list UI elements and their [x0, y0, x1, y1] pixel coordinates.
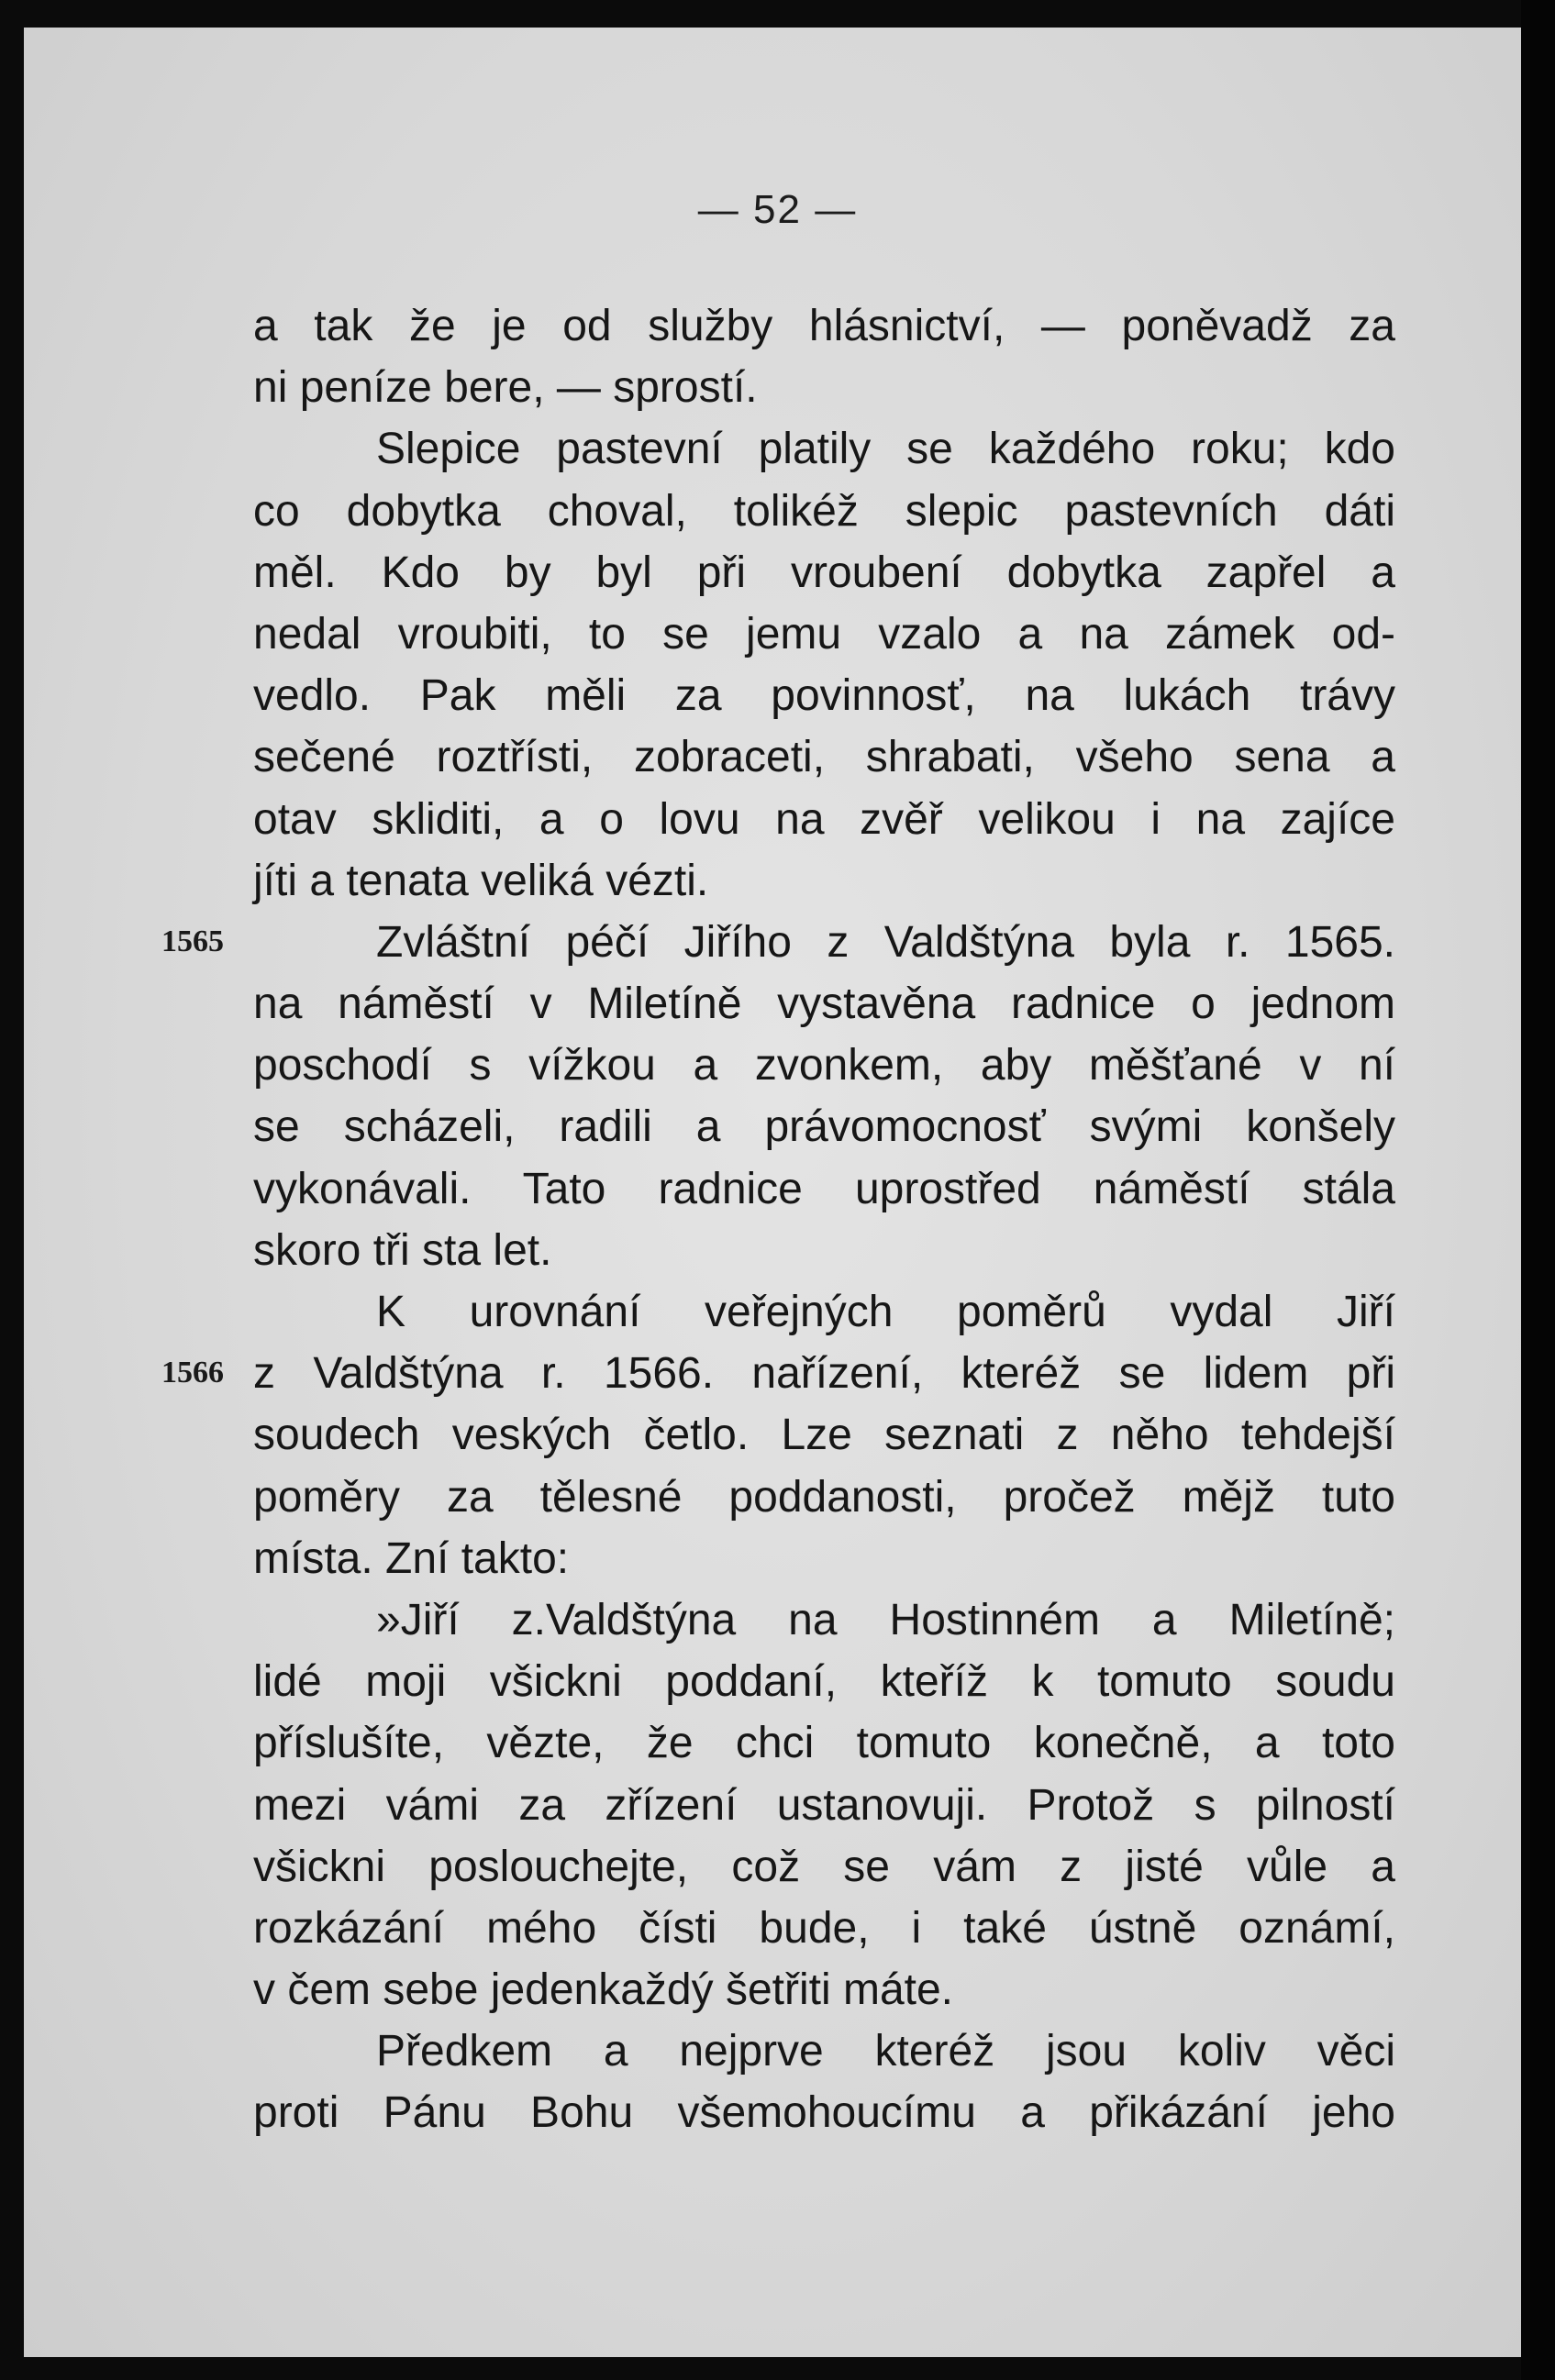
- text-line: lidé moji všickni poddaní, kteříž k tomuto soudu: [253, 1657, 1395, 1707]
- text-line: všickni poslouchejte, což se vám z jisté vůle a: [253, 1842, 1395, 1891]
- text-line: co dobytka choval, tolikéž slepic pastevních dáti: [253, 486, 1395, 536]
- text-line: vedlo. Pak měli za povinnosť, na lukách trávy: [253, 671, 1395, 721]
- text-line: skoro tři sta let.: [253, 1225, 552, 1275]
- body-text: [253, 295, 1395, 2144]
- text-line: Předkem a nejprve kteréž jsou koliv věci: [376, 2027, 1395, 2076]
- text-line: vykonávali. Tato radnice uprostřed náměstí stála: [253, 1164, 1395, 1213]
- text-line: soudech veských četlo. Lze seznati z něho tehdejší: [253, 1411, 1395, 1460]
- text-line: poměry za tělesné poddanosti, pročež mějž tuto: [253, 1472, 1395, 1522]
- text-line: otav skliditi, a o lovu na zvěř velikou i na zajíce: [253, 794, 1395, 844]
- text-line: K urovnání veřejných poměrů vydal Jiří: [376, 1288, 1395, 1336]
- text-line: Slepice pastevní platily se každého roku; kdo: [376, 425, 1395, 474]
- text-line: jíti a tenata veliká vézti.: [253, 856, 709, 905]
- text-line: z Valdštýna r. 1566. nařízení, kteréž se lidem při: [253, 1349, 1395, 1399]
- text-line: nedal vroubiti, to se jemu vzalo a na zámek od-: [253, 609, 1395, 659]
- text-line: proti Pánu Bohu všemohoucímu a přikázání jeho: [253, 2088, 1395, 2138]
- text-line: a tak že je od služby hlásnictví, — poněvadž za: [253, 302, 1395, 350]
- page-number: — 52 —: [697, 187, 858, 232]
- text-line: mezi vámi za zřízení ustanovuji. Protož s pilností: [253, 1780, 1395, 1830]
- text-line: Zvláštní péčí Jiřího z Valdštýna byla r. 1565.: [376, 917, 1395, 967]
- text-line: příslušíte, vězte, že chci tomuto konečně, a toto: [253, 1719, 1395, 1768]
- text-line: na náměstí v Miletíně vystavěna radnice o jednom: [253, 980, 1395, 1029]
- text-line: místa. Zní takto:: [253, 1533, 570, 1583]
- text-line: ni peníze bere, — sprostí.: [253, 363, 758, 413]
- margin-year-note: 1566: [161, 1356, 224, 1390]
- text-line: v čem sebe jedenkaždý šetřiti máte.: [253, 1965, 954, 2015]
- text-line: měl. Kdo by byl při vroubení dobytka zapřel a: [253, 548, 1395, 597]
- text-line: rozkázání mého čísti bude, i také ústně oznámí,: [253, 1903, 1395, 1953]
- text-line: »Jiří z.Valdštýna na Hostinném a Miletíně;: [376, 1595, 1395, 1644]
- margin-year-note: 1565: [161, 924, 224, 958]
- scan-edge: [1521, 0, 1555, 2380]
- text-line: se scházeli, radili a právomocnosť svými konšely: [253, 1102, 1395, 1152]
- text-line: sečené roztřísti, zobraceti, shrabati, všeho sena a: [253, 733, 1395, 782]
- text-line: poschodí s vížkou a zvonkem, aby měšťané v ní: [253, 1041, 1395, 1090]
